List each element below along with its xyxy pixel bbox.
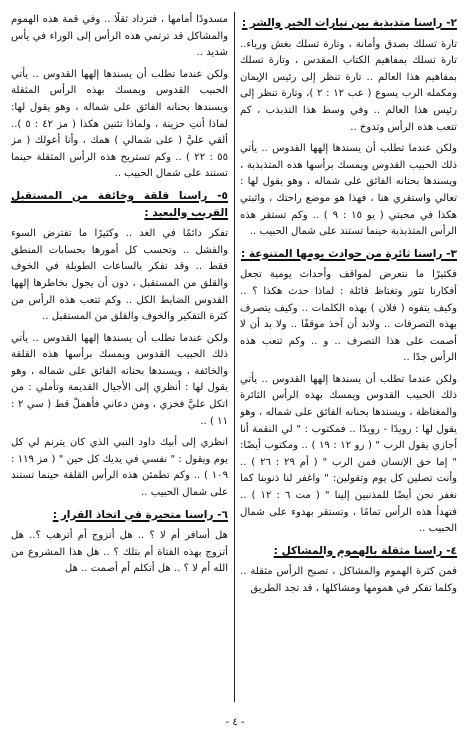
- paragraph: ولكن عندما تطلب أن يسندها إلهها القدوس .. يأتي ذلك الحبيب القدوس ويمسك برأسها هذه المتذبذبة ، ويسندها بحنانه الفائق على شماله ، وهو يقول لها : تعالي واستقري هنا ، فهذا هو موضع راحتك ، واثبتي هكذا في محبتي ( يو ١٥ : ٩ ) .. وكم تستقر هذه الرأس المتذبذبة حينما تستند على شمال الحبيب ..: [240, 143, 457, 238]
- paragraph: تارة تسلك بصدق وأمانة ، وتارة تسلك بغش ورياء.. تارة تسلك بمفاهيم الكتاب المقدس ، وتارة تسلك بمفاهيم هذا العالم .. تارة تنظر إلى رئيس الإيمان ومكمله الرب يسوع ( عب ١٢ : ٢ )، وتارة تنظر إلى رئيس هذا العالم .. وفي وسط هذا التذبذب ، كم تتعب هذه الرأس وتدوخ ..: [240, 38, 457, 133]
- left-column: [11, 12, 228, 702]
- section-heading-4: ٤- راسنا مثقلة بالهموم والمشاكل :: [273, 544, 457, 557]
- paragraph: ولكن عندما تطلب أن يسندها إلهها القدوس .. يأتي ذلك الحبيب القدوس ويمسك بهذه الرأس الثائرة والمغتاظة ، ويسندها بحنانه الفائق على شماله ، وهو يقول لها : رويدًا - رويدًا .. فمكتوب : " لي النقمة أنا أجازي يقول الرب " ( رو ١٢ : ١٩ ) .. ومكتوب أيضًا: " إما حق الإنسان فمن الرب " ( أم ٢٩ : ٢٦ ) .. وأنت تصلين كل يوم وتقولين: " واغفر لنا ذنوبنا كما نغفر نحن أيضًا للمذنبين إلينا " ( مت ٦ : ١٢ ) .. فتهدأ هذه الرأس تمامًا ، وتستقر بهدوء على شمال الحبيب ..: [240, 373, 457, 535]
- column-divider: [234, 12, 235, 702]
- paragraph: انظري إلى أبيك داود النبي الذي كان يترنم لي كل يوم ويقول : " نفسي في يديك كل حين " ( مز ١١٩ : ١٠٩ ) .. وكم تطمئن هذه الرأس القلقة حينما تستند على شمال الحبيب ..: [11, 437, 228, 499]
- paragraph: هل أسافر أم لا ؟ .. هل أتزوج أم أترهب ؟.. هل أتزوج بهذه الفتاة أم بتلك ؟ .. هل هذا المشروع من الله أم لا ؟ .. هل أتكلم أم أصمت .. هل: [11, 530, 228, 575]
- paragraph: تفكر دائمًا في الغد .. وكثيرًا ما تفترض السوء والفشل .. وتحسب كل أمورها بحسابات المنطق فقط .. وقد تفكر بالساعات الطويلة في الخوف والقلق من المستقبل ، دون أن يجول بخاطرها إلهها القدوس الضابط الكل .. وكم تتعب هذه الرأس من كثرة التفكير والخوف والقلق من المستقبل ..: [11, 228, 228, 323]
- paragraph: فمن كثرة الهموم والمشاكل ، تصبح الرأس مثقلة .. وكلما تفكر في همومها ومشاكلها ، قد تجد الطريق: [240, 566, 457, 594]
- paragraph: ولكن عندما تطلب أن يسندها إلهها القدوس .. يأتي الحبيب القدوس ويمسك بهذه الرأس المثقلة ويسندها بحنانه الفائق على شماله ، وهو يقول لها: لماذا أنتِ حزينة ، ولماذا تئنين هكذا ( مز ٤٢ : ٥ ).. ألقي عليَّ ( على شمالي ) همك ، وأنا أعولك ( مز ٥٥ : ٢٢ ) .. وكم تستريح هذه الرأس المثقلة حينما تستند على شمال الحبيب ..: [11, 68, 228, 180]
- section-heading-3: ٣- راسنا ثائرة من حوادث يومها المتنوعة :: [240, 247, 457, 260]
- paragraph: ولكن عندما تطلب أن يسندها إلهها القدوس .. يأتي ذلك الحبيب القدوس ويمسك برأسها هذه القلقة والخائفة ، ويسندها بحنانه الفائق على شماله ، وهو يقول لها : أنظري إلى الأجيال القديمة وتأملي : من اتكل عليَّ فخزي ، ومن دعاني فأهملْ قط ( سي ٢ : ١١ ) ..: [11, 332, 228, 427]
- section-heading-6: ٦- راسنا متحيرة في اتخاذ القرار :: [52, 508, 228, 521]
- paragraph: فكثيرًا ما نتعرض لمواقف وأحداث يومية تجعل أفكارنا تثور وتغتاظ قائلة : لماذا حدث هكذا ؟ .. وكيف يتفوه ( فلان ) بهذه الكلمات .. وكيف يتصرف بهذه التصرفات .. ولابد أن آخذ موقفًا .. ولا بد أن لا أصمت على هذا التصرف .. و .. وكم تتعب هذه الرأس جدًا ..: [240, 269, 457, 364]
- page-number: - ٤ -: [225, 717, 245, 728]
- section-heading-5: ٥- راسنا قلقة وخائفة من المستقبل القريب والبعيد :: [11, 189, 228, 219]
- section-heading-2: ٢- راسنا متذبذبة بين تيارات الخير والشر :: [241, 17, 457, 29]
- paragraph: مسدودًا أمامها ، فتزداد ثقلًا .. وفي قمة هذه الهموم والمشاكل قد ترتمي هذه الرأس إلى الوراء في يأس شديد ..: [11, 14, 228, 59]
- right-column: [240, 12, 457, 702]
